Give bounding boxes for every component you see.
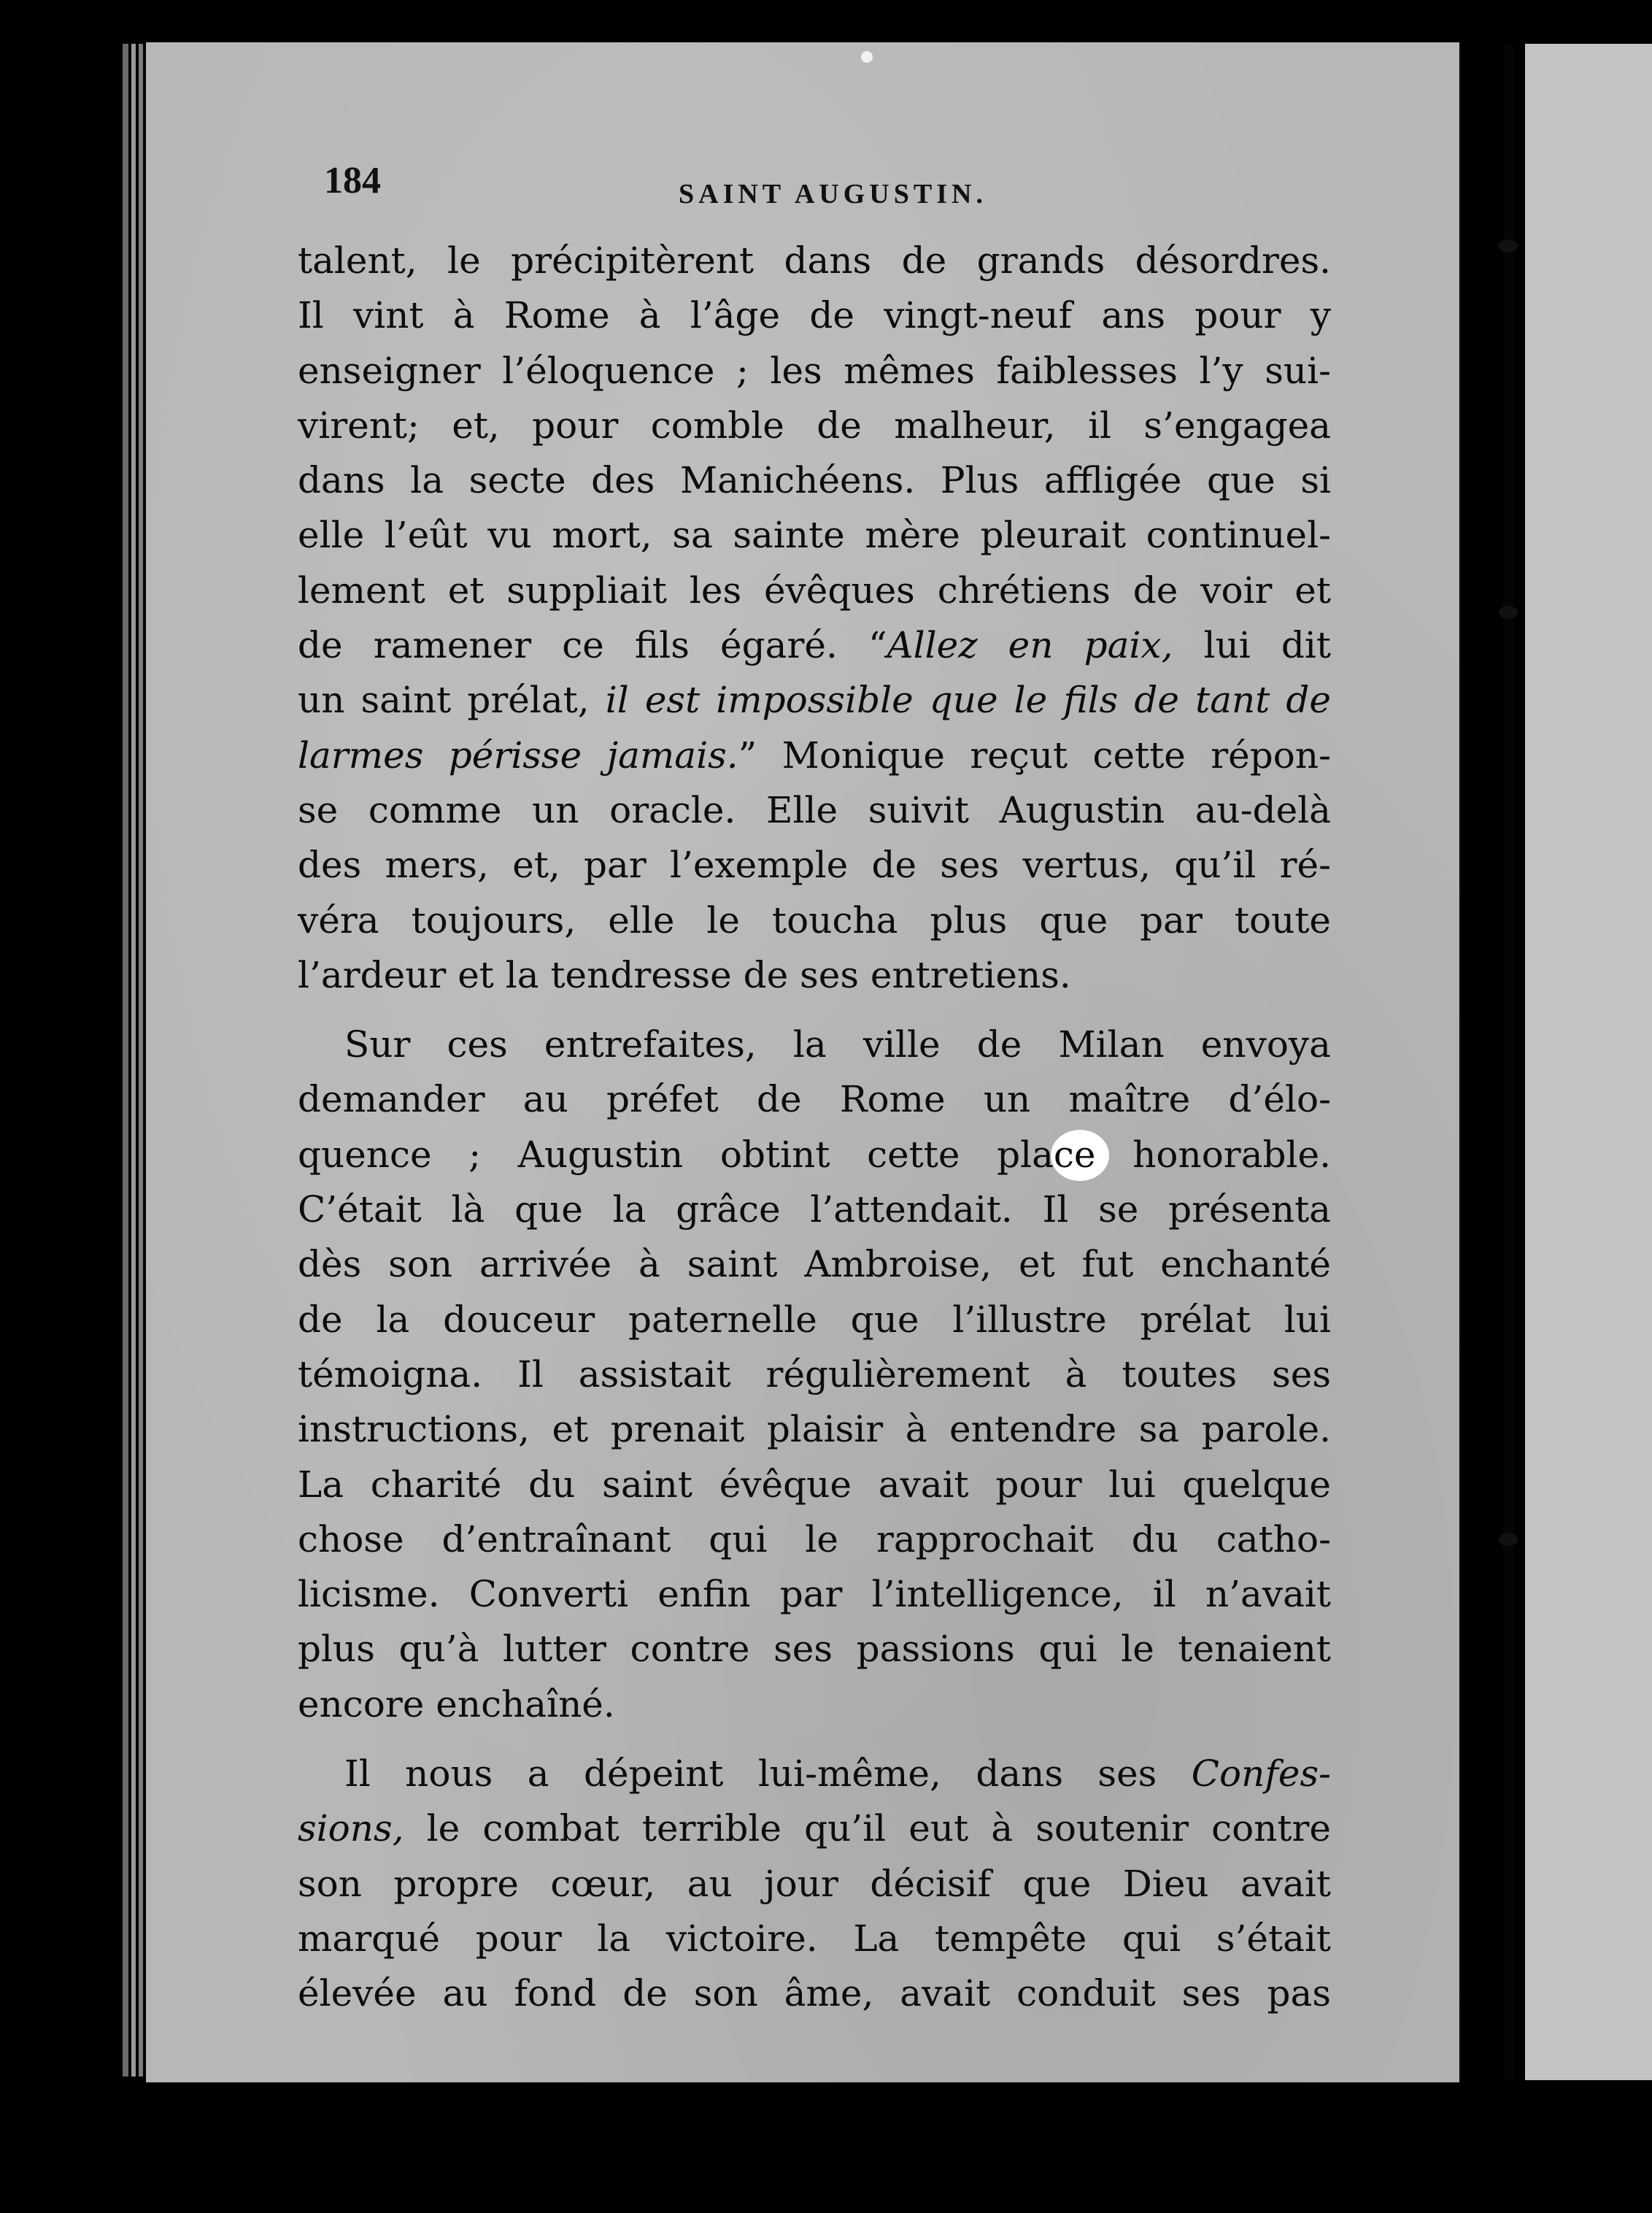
text-segment: de ramener ce fils égaré.	[298, 624, 838, 667]
text-line: marqué pour la victoire. La tempête qui s’était	[298, 1917, 1331, 1960]
text-line	[298, 728, 1331, 783]
text-segment: le combat terrible qu’il eut à soutenir contre	[426, 1807, 1331, 1850]
italic-title: Confes-	[1191, 1752, 1331, 1796]
text-line: encore enchaîné.	[298, 1682, 615, 1725]
text-line: se comme un oracle. Elle suivit Augustin au-delà	[298, 788, 1331, 831]
page-edge	[139, 44, 143, 2077]
text-segment: un saint prélat,	[298, 679, 590, 722]
text-line: Il vint à Rome à l’âge de vingt-neuf ans pour y	[298, 294, 1331, 337]
text-line: chose d’entraînant qui le rapprochait du catho-	[298, 1517, 1331, 1560]
page-number: 184	[324, 160, 381, 201]
text-line: talent, le précipitèrent dans de grands désordres.	[298, 239, 1331, 282]
text-line: dans la secte des Manichéens. Plus affligée que si	[298, 459, 1331, 502]
text-line: C’était là que la grâce l’attendait. Il se présenta	[298, 1188, 1331, 1231]
italic-quote: Allez en paix,	[887, 624, 1173, 667]
text-line: Sur ces entrefaites, la ville de Milan envoya	[344, 1023, 1331, 1066]
text-line	[298, 673, 1331, 728]
binding-mark	[1499, 1533, 1518, 1546]
italic-quote: larmes périsse jamais.	[298, 734, 738, 777]
text-segment: lui dit	[1203, 624, 1331, 667]
text-line: élevée au fond de son âme, avait conduit ses pas	[298, 1972, 1331, 2015]
text-line: virent; et, pour comble de malheur, il s’engagea	[298, 404, 1331, 447]
text-segment: Il nous a dépeint lui-même, dans ses	[344, 1752, 1157, 1796]
text-line: plus qu’à lutter contre ses passions qui le tenaient	[298, 1628, 1331, 1671]
italic-quote: il est impossible que le fils de tant de	[605, 679, 1332, 722]
paragraph	[298, 234, 1331, 1003]
dust-speck	[861, 51, 873, 63]
page-edge	[131, 44, 136, 2077]
text-line	[298, 1747, 1331, 1801]
text-line	[298, 1801, 1331, 1856]
italic-title: sions,	[298, 1807, 404, 1850]
body-text	[298, 234, 1331, 2022]
text-line: lement et suppliait les évêques chrétiens de voir et	[298, 569, 1331, 612]
quote-mark: “	[868, 624, 887, 667]
text-line: des mers, et, par l’exemple de ses vertus, qu’il ré-	[298, 844, 1331, 887]
page-edge	[123, 44, 128, 2077]
text-line: demander au préfet de Rome un maître d’élo-	[298, 1078, 1331, 1121]
binding-mark	[1499, 239, 1518, 253]
text-line: elle l’eût vu mort, sa sainte mère pleurait continuel-	[298, 514, 1331, 557]
paragraph	[298, 1017, 1331, 1732]
binding-mark	[1499, 606, 1518, 619]
text-line: quence ; Augustin obtint cette place honorable.	[298, 1133, 1331, 1176]
text-line: licisme. Converti enfin par l’intelligence, il n’avait	[298, 1573, 1331, 1616]
text-line: témoigna. Il assistait régulièrement à toutes ses	[298, 1352, 1331, 1396]
text-line: de la douceur paternelle que l’illustre prélat lui	[298, 1298, 1331, 1341]
text-line: l’ardeur et la tendresse de ses entretiens.	[298, 953, 1071, 996]
text-line: instructions, et prenait plaisir à entendre sa parole.	[298, 1408, 1331, 1451]
facing-page-edge	[1525, 44, 1652, 2080]
text-line: son propre cœur, au jour décisif que Dieu avait	[298, 1862, 1331, 1905]
text-line: La charité du saint évêque avait pour lui quelque	[298, 1463, 1331, 1506]
running-title: SAINT AUGUSTIN.	[679, 179, 987, 209]
text-line: véra toujours, elle le toucha plus que par toute	[298, 898, 1331, 942]
text-line: enseigner l’éloquence ; les mêmes faiblesses l’y sui-	[298, 349, 1331, 392]
quote-mark: ”	[738, 734, 757, 777]
paragraph	[298, 1747, 1331, 2021]
text-segment: Monique reçut cette répon-	[781, 734, 1331, 777]
book-gutter	[1503, 44, 1513, 2080]
text-line	[298, 618, 1331, 673]
text-line: dès son arrivée à saint Ambroise, et fut enchanté	[298, 1243, 1331, 1286]
